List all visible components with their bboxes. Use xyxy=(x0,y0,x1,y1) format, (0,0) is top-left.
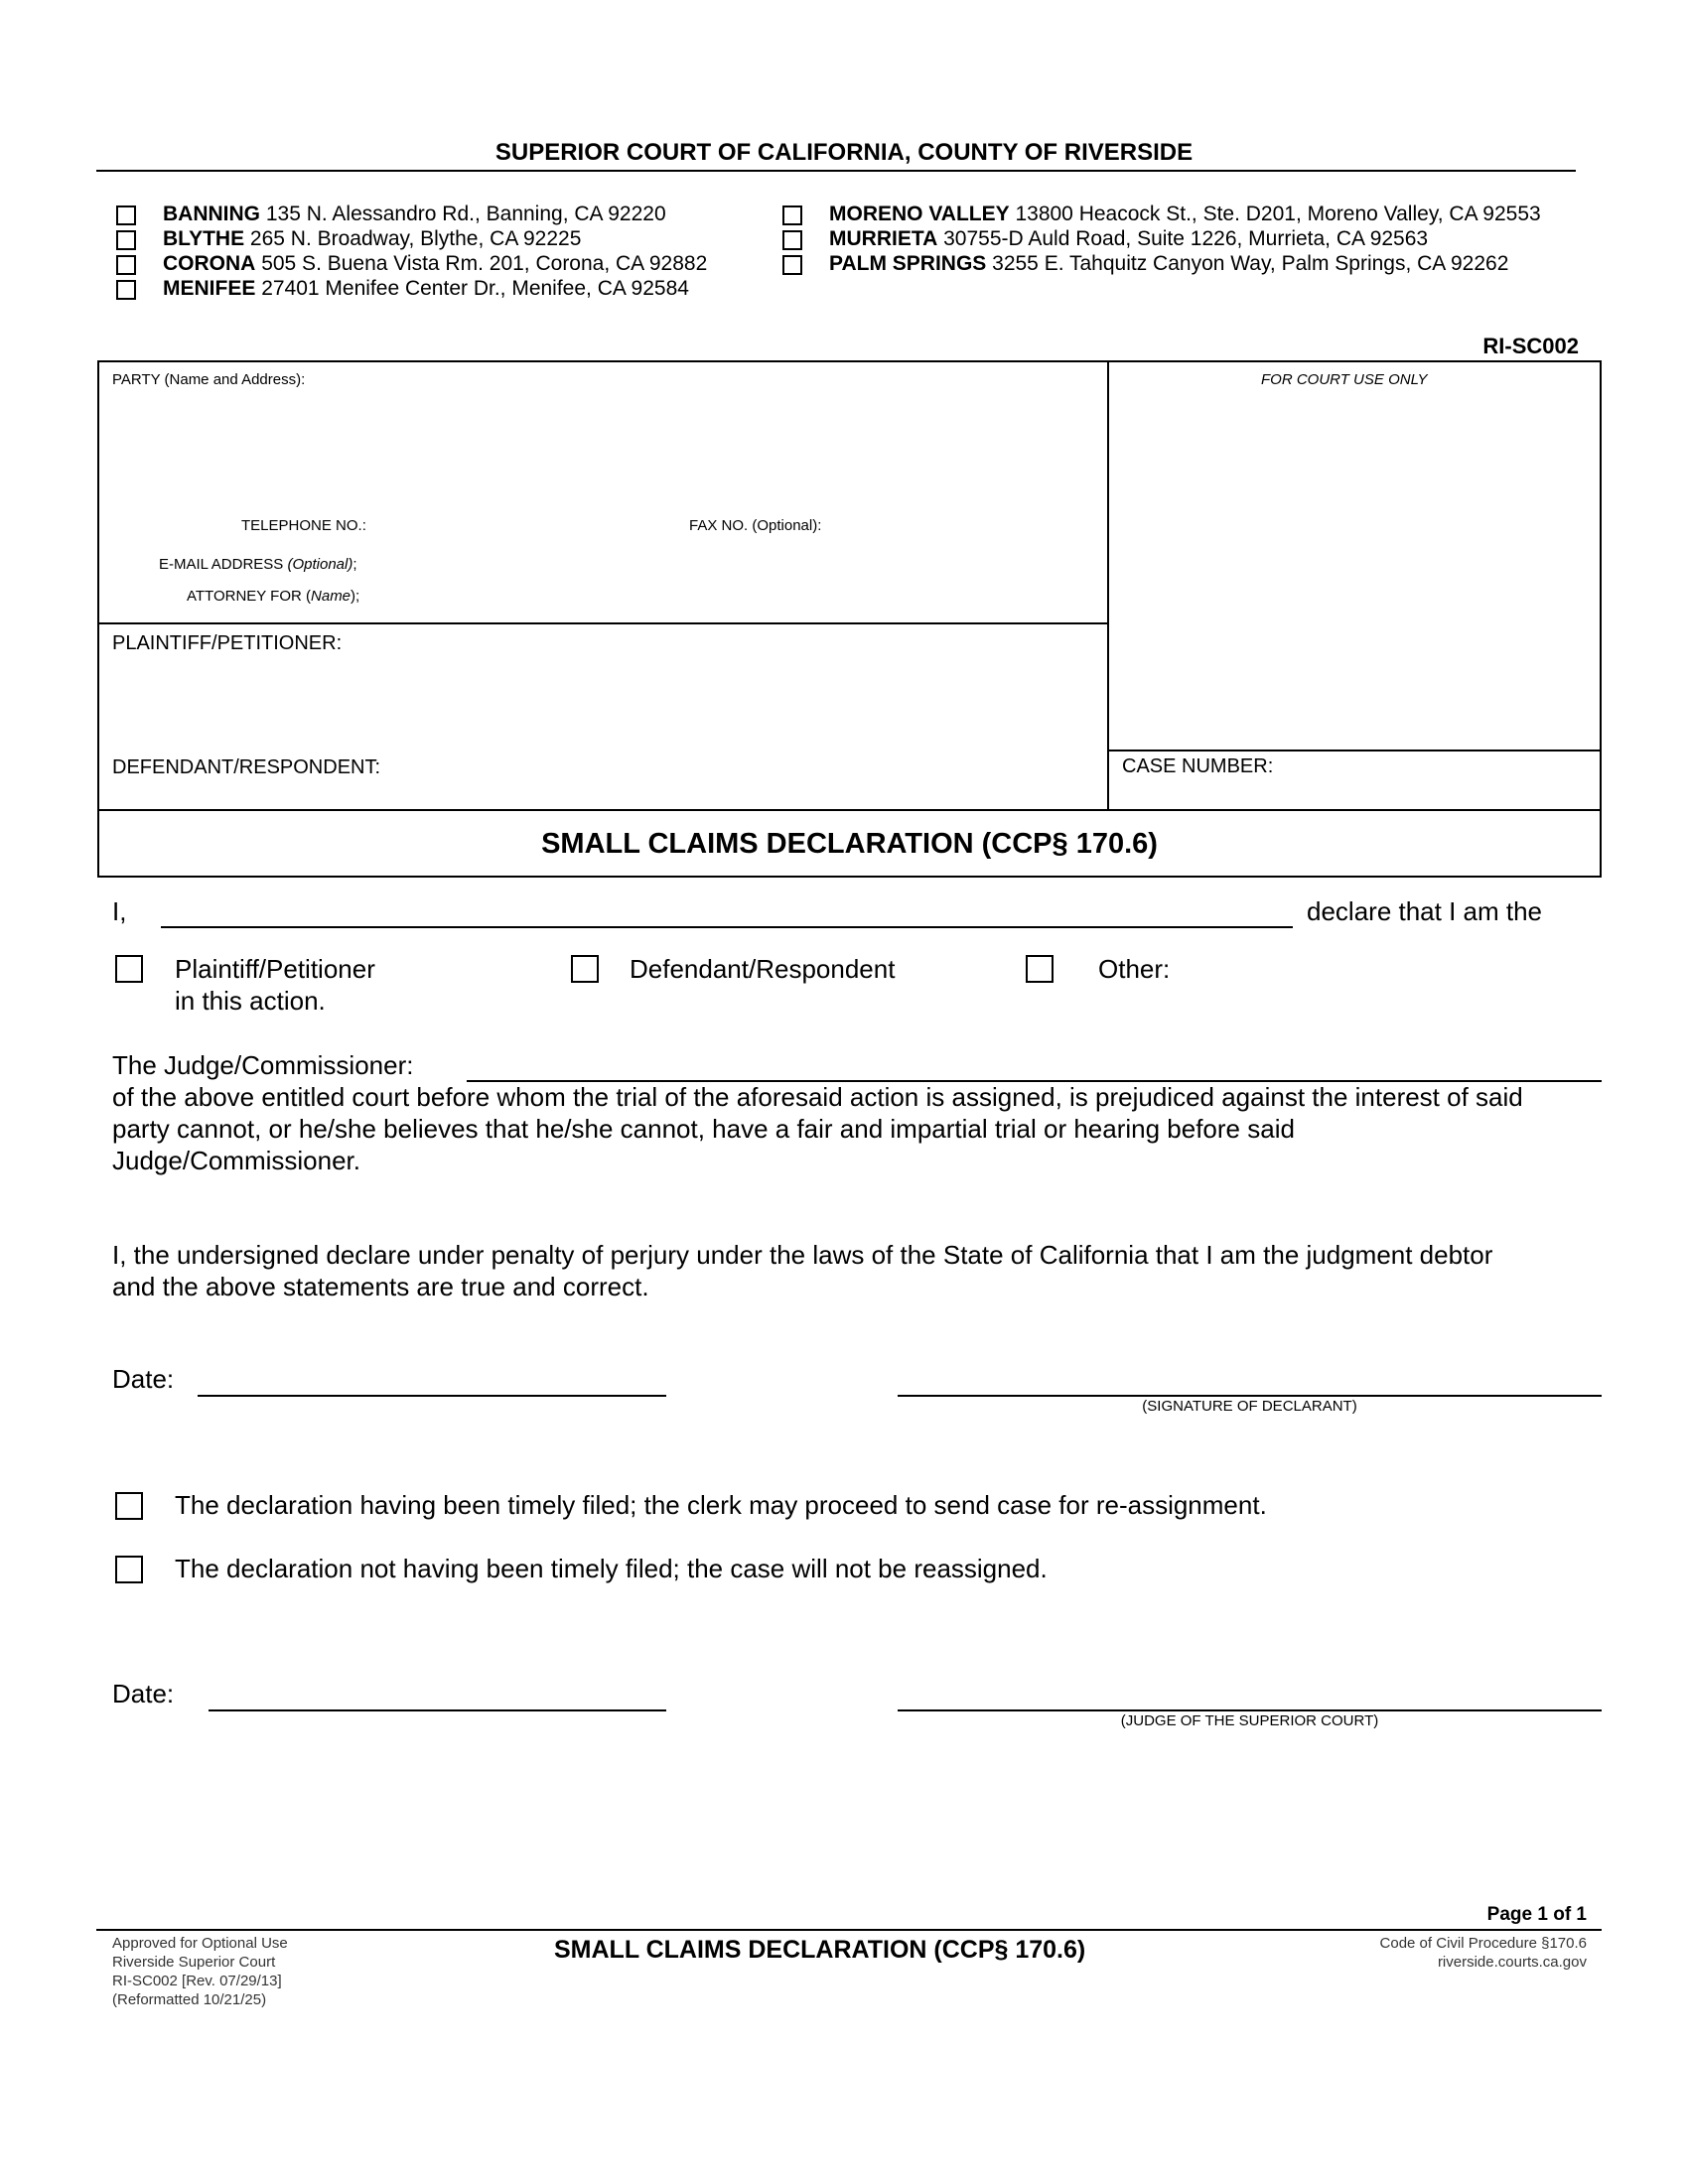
title-band-top xyxy=(97,809,1602,811)
footer-left: Approved for Optional Use Riverside Superior Court RI-SC002 [Rev. 07/29/13] (Reformatted 10/21/25) xyxy=(112,1935,288,2008)
party-label: PARTY (Name and Address): xyxy=(112,371,306,388)
declarant-i-label: I, xyxy=(112,896,127,926)
judge-date-label: Date: xyxy=(112,1679,175,1708)
role-plaintiff-checkbox[interactable] xyxy=(115,955,143,983)
role-plaintiff-label: Plaintiff/Petitioner in this action. xyxy=(175,954,375,1016)
form-id: RI-SC002 xyxy=(1482,334,1579,358)
location-corona: CORONA 505 S. Buena Vista Rm. 201, Corona, CA 92882 xyxy=(163,252,708,275)
defendant-label: DEFENDANT/RESPONDENT: xyxy=(112,756,381,778)
party-name-address-field[interactable] xyxy=(109,397,1092,506)
location-checkbox-menifee[interactable] xyxy=(116,280,136,300)
defendant-field[interactable] xyxy=(417,754,1092,780)
form-title: SMALL CLAIMS DECLARATION (CCP§ 170.6) xyxy=(541,828,1158,860)
fax-field[interactable] xyxy=(844,514,1092,536)
location-checkbox-palm-springs[interactable] xyxy=(782,255,802,275)
judge-date-field[interactable] xyxy=(209,1709,666,1711)
location-checkbox-corona[interactable] xyxy=(116,255,136,275)
declarant-date-field[interactable] xyxy=(198,1395,666,1397)
location-menifee: MENIFEE 27401 Menifee Center Dr., Menifee, CA 92584 xyxy=(163,277,689,300)
case-number-label: CASE NUMBER: xyxy=(1122,755,1274,777)
attorney-for-label: ATTORNEY FOR (Name); xyxy=(187,588,360,605)
case-number-field[interactable] xyxy=(1291,752,1589,778)
role-defendant-checkbox[interactable] xyxy=(571,955,599,983)
location-checkbox-moreno-valley[interactable] xyxy=(782,205,802,225)
footer-rule xyxy=(96,1929,1602,1931)
location-checkbox-blythe[interactable] xyxy=(116,230,136,250)
location-moreno-valley: MORENO VALLEY 13800 Heacock St., Ste. D201, Moreno Valley, CA 92553 xyxy=(829,203,1541,225)
declarant-name-field[interactable] xyxy=(161,926,1293,928)
not-timely-filed-label: The declaration not having been timely filed; the case will not be reassigned. xyxy=(175,1554,1048,1583)
case-number-top xyxy=(1107,750,1602,751)
page-number: Page 1 of 1 xyxy=(1486,1904,1587,1925)
location-banning: BANNING 135 N. Alessandro Rd., Banning, CA 92220 xyxy=(163,203,666,225)
fax-label: FAX NO. (Optional): xyxy=(689,517,822,534)
caption-divider-vertical xyxy=(1107,360,1109,811)
location-murrieta: MURRIETA 30755-D Auld Road, Suite 1226, Murrieta, CA 92563 xyxy=(829,227,1429,250)
party-box-bottom xyxy=(97,622,1108,624)
role-other-checkbox[interactable] xyxy=(1026,955,1054,983)
telephone-field[interactable] xyxy=(387,514,675,536)
perjury-paragraph: I, the undersigned declare under penalty of perjury under the laws of the State of California that I am the judgment debtor and the above statements are true and correct. xyxy=(112,1240,1493,1301)
footer-title: SMALL CLAIMS DECLARATION (CCP§ 170.6) xyxy=(554,1936,1086,1964)
declare-text: declare that I am the xyxy=(1307,896,1543,926)
footer-right: Code of Civil Procedure §170.6 riverside.courts.ca.gov xyxy=(1379,1935,1587,1971)
timely-filed-label: The declaration having been timely filed; the clerk may proceed to send case for re-assignment. xyxy=(175,1490,1267,1520)
telephone-label: TELEPHONE NO.: xyxy=(241,517,366,534)
judge-signature-caption: (JUDGE OF THE SUPERIOR COURT) xyxy=(1120,1712,1379,1729)
court-title: SUPERIOR COURT OF CALIFORNIA, COUNTY OF RIVERSIDE xyxy=(494,139,1194,166)
not-timely-filed-checkbox[interactable] xyxy=(115,1556,143,1583)
role-other-field[interactable] xyxy=(1187,953,1584,985)
judge-label: The Judge/Commissioner: xyxy=(112,1050,414,1080)
signature-caption: (SIGNATURE OF DECLARANT) xyxy=(1142,1398,1357,1415)
plaintiff-label: PLAINTIFF/PETITIONER: xyxy=(112,632,343,654)
role-defendant-label: Defendant/Respondent xyxy=(630,954,896,984)
location-checkbox-murrieta[interactable] xyxy=(782,230,802,250)
timely-filed-checkbox[interactable] xyxy=(115,1492,143,1520)
court-use-label: FOR COURT USE ONLY xyxy=(1261,371,1428,388)
judge-signature-field[interactable] xyxy=(898,1709,1602,1711)
plaintiff-field[interactable] xyxy=(112,660,1095,754)
declarant-date-label: Date: xyxy=(112,1364,175,1394)
role-other-label: Other: xyxy=(1098,954,1171,984)
location-checkbox-banning[interactable] xyxy=(116,205,136,225)
location-palm-springs: PALM SPRINGS 3255 E. Tahquitz Canyon Way, Palm Springs, CA 92262 xyxy=(829,252,1509,275)
declarant-signature-field[interactable] xyxy=(898,1395,1602,1397)
location-blythe: BLYTHE 265 N. Broadway, Blythe, CA 92225 xyxy=(163,227,582,250)
email-label: E-MAIL ADDRESS (Optional); xyxy=(159,556,357,573)
attorney-for-field[interactable] xyxy=(387,585,1082,607)
header-rule xyxy=(96,170,1576,172)
judge-paragraph: of the above entitled court before whom the trial of the aforesaid action is assigned, is prejudiced against the interest of said party cannot, or he/she believes that he/she cannot, have a fair and impartial trial or hearing before said Judge/Commissioner. xyxy=(112,1082,1523,1175)
email-field[interactable] xyxy=(387,553,1082,575)
